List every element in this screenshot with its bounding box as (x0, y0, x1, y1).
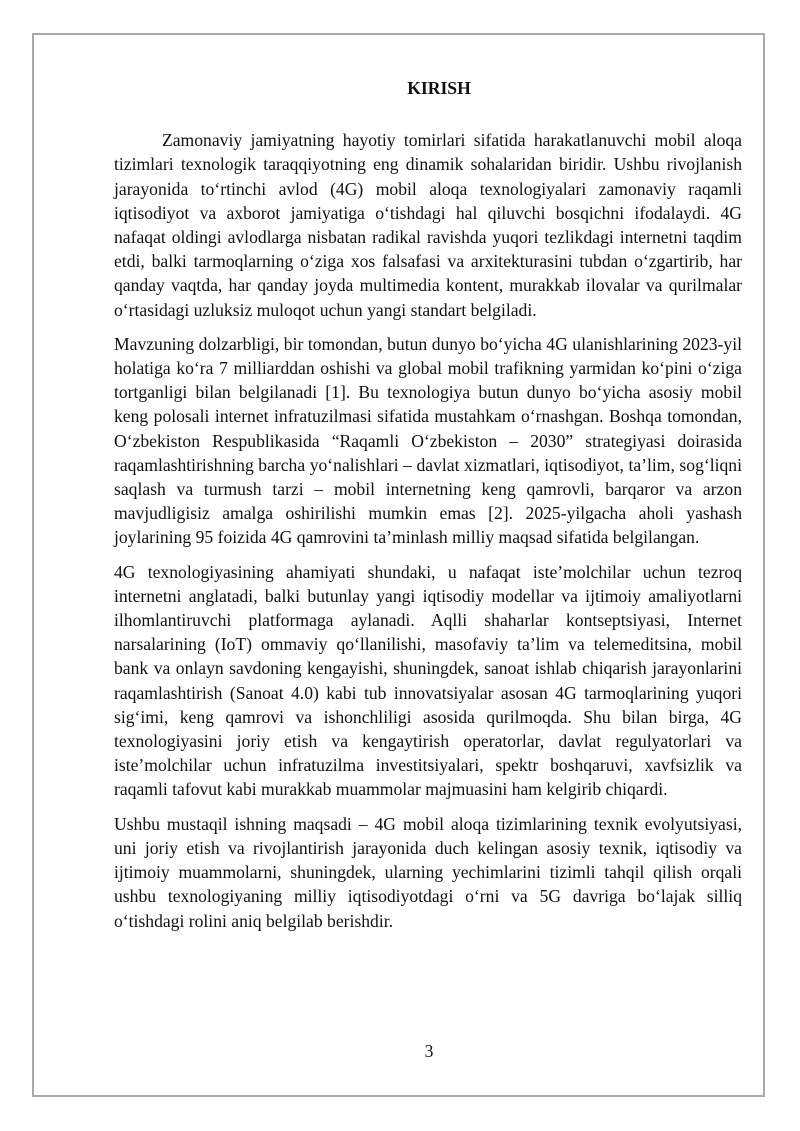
page-number: 3 (424, 1041, 434, 1061)
document-body (114, 76, 742, 943)
section-title: KIRISH (407, 78, 471, 98)
paragraph-significance: 4G texnologiyasining ahamiyati shundaki, u nafaqat iste’molchilar uchun tezroq internetni anglatadi, balki butunlay yangi iqtisodiy modellar va ijtimoiy amaliyotlarni ilhomlantiruvchi platformaga aylanadi. Aqlli shaharlar kontseptsiyasi, Internet narsalarining (IoT) ommaviy qo‘llanilishi, masofaviy ta’lim va telemeditsina, mobil bank va onlayn savdoning kengayishi, shuningdek, sanoat ishlab chiqarish jarayonlarini raqamlashtirish (Sanoat 4.0) kabi tub innovatsiyalar asosan 4G tarmoqlarining yuqori sig‘imi, keng qamrovi va ishonchliligi asosida qurilmoqda. Shu bilan birga, 4G texnologiyasini joriy etish va kengaytirish operatorlar, davlat regulyatorlari va iste’molchilar uchun infratuzilma investitsiyalari, spektr boshqaruvi, xavfsizlik va raqamli tafovut kabi murakkab muammolar majmuasini ham kelgirib chiqardi. (114, 561, 742, 800)
paragraph-introduction: Zamonaviy jamiyatning hayotiy tomirlari sifatida harakatlanuvchi mobil aloqa tizimlari texnologik taraqqiyotning eng dinamik sohalaridan biridir. Ushbu rivojlanish jarayonida to‘rtinchi avlod (4G) mobil aloqa texnologiyalari zamonaviy raqamli iqtisodiyot va axborot jamiyatiga o‘tishdagi hal qiluvchi bosqichni ifodalaydi. 4G nafaqat oldingi avlodlarga nisbatan radikal ravishda yuqori tezlikdagi internetni taqdim etdi, balki tarmoqlarning o‘ziga xos falsafasi va arxitekturasini tubdan o‘zgartirib, har qanday vaqtda, har qanday joyda multimedia kontent, murakkab ilovalar va qurilmalar o‘rtasidagi uzluksiz muloqot uchun yangi standart belgiladi. (114, 130, 742, 320)
paragraph-relevance: Mavzuning dolzarbligi, bir tomondan, butun dunyo bo‘yicha 4G ulanishlarining 2023-yil holatiga ko‘ra 7 milliarddan oshishi va global mobil trafikning yarmidan ko‘pini o‘ziga tortganligi bilan belgilanadi [1]. Bu texnologiya butun dunyo bo‘yicha asosiy mobil keng polosali internet infratuzilmasi sifatida mustahkam o‘rnashgan. Boshqa tomondan, O‘zbekiston Respublikasida “Raqamli O‘zbekiston – 2030” strategiyasi doirasida raqamlashtirishning barcha yo‘nalishlari – davlat xizmatlari, iqtisodiyot, ta’lim, sog‘liqni saqlash va turmush tarzi – mobil internetning keng qamrovli, barqaror va arzon mavjudligisiz amalga oshirilishi mumkin emas [2]. 2025-yilgacha aholi yashash joylarining 95 foizida 4G qamrovini ta’minlash milliy maqsad sifatida belgilangan. (114, 333, 742, 548)
paragraph-goal: Ushbu mustaqil ishning maqsadi – 4G mobil aloqa tizimlarining texnik evolyutsiyasi, uni joriy etish va rivojlantirish jarayonida duch kelingan asosiy texnik, iqtisodiy va ijtimoiy muammolarni, shuningdek, ularning yechimlarini tizimli tahqil qilish orqali ushbu texnologiyaning milliy iqtisodiyotdagi o‘rni va 5G davriga bo‘lajak silliq o‘tishdagi rolini aniq belgilab berishdir. (114, 813, 742, 931)
